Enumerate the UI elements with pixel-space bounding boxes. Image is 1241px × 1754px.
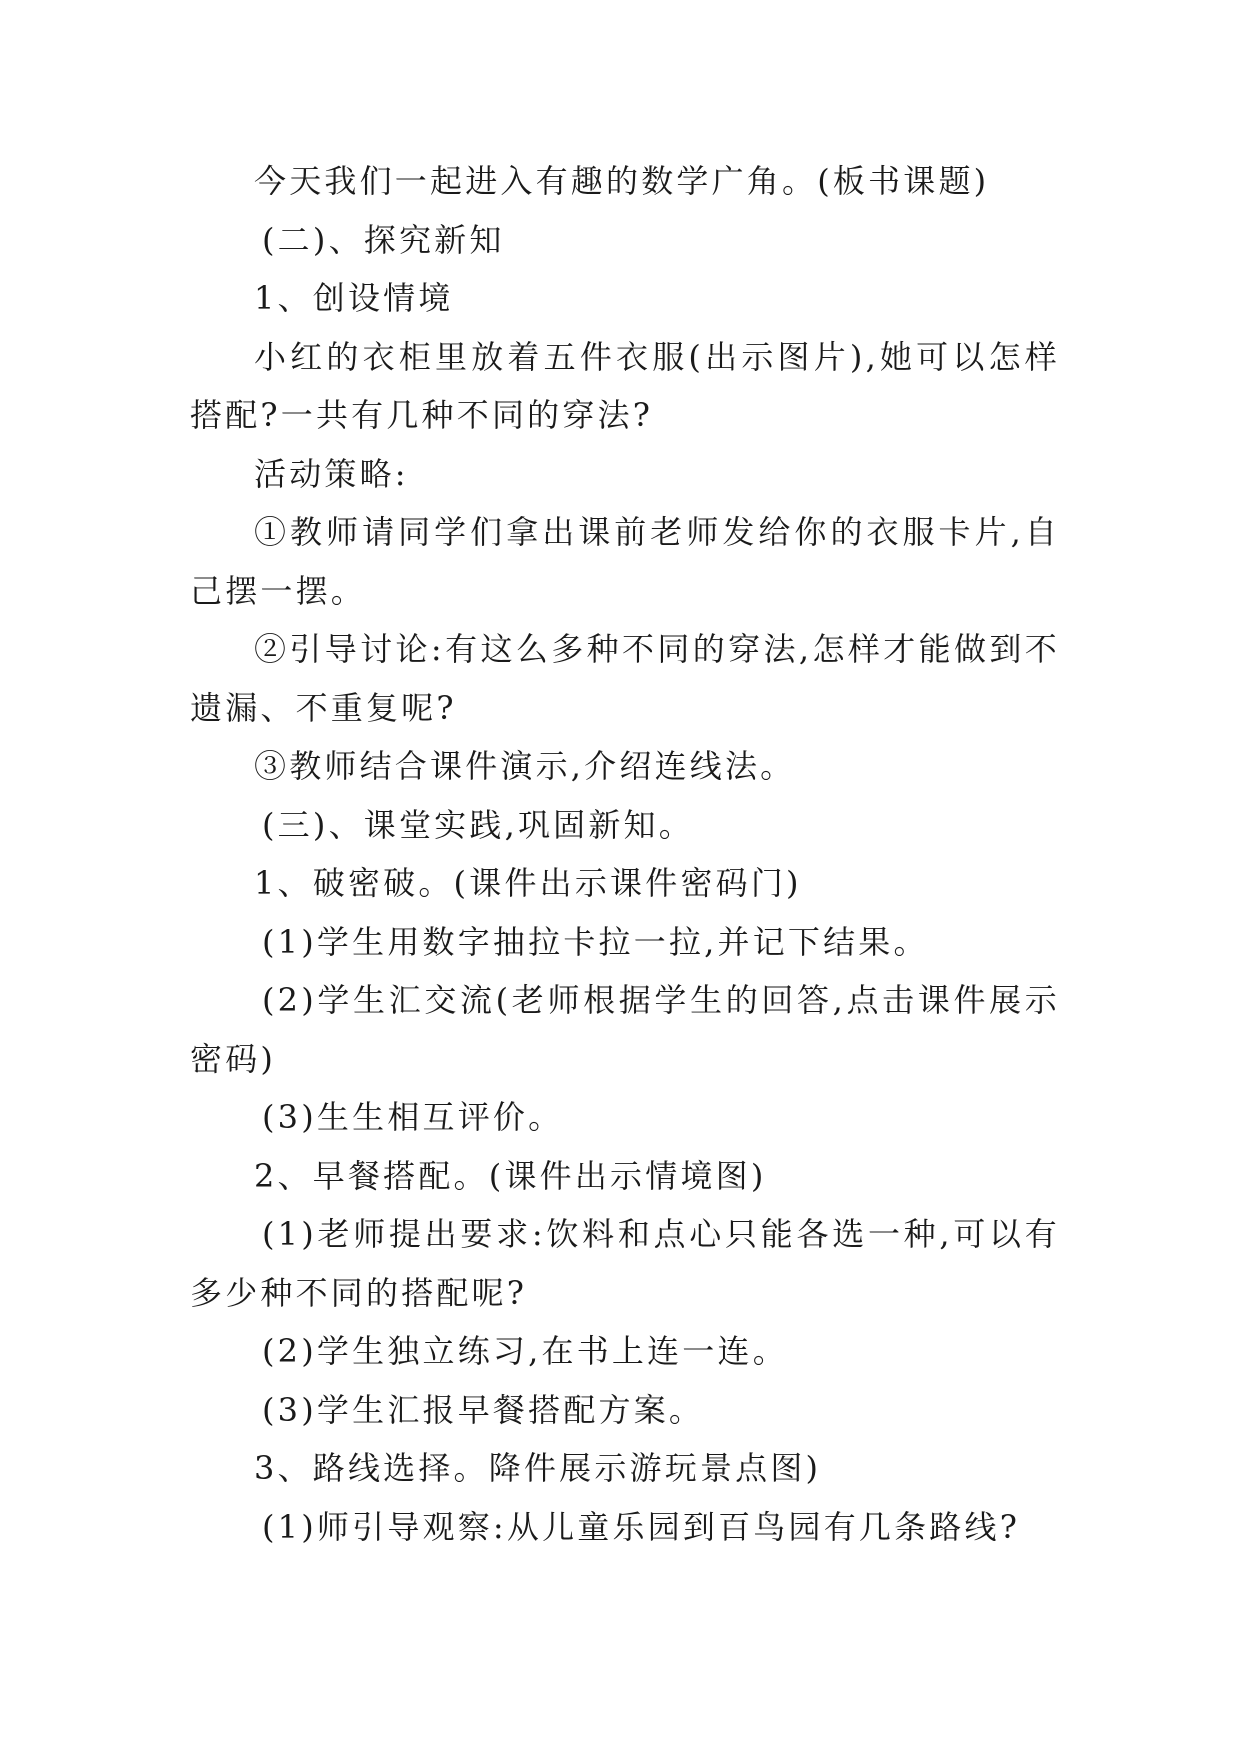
route-item-1: (1)师引导观察:从儿童乐园到百鸟园有几条路线? xyxy=(262,1507,1021,1546)
paragraph-strategy-label: 活动策略: xyxy=(254,454,409,493)
document-body xyxy=(190,152,1060,1556)
paragraph-intro: 今天我们一起进入有趣的数学广角。(板书课题) xyxy=(254,162,990,200)
breakfast-item-3: (3)学生汇报早餐搭配方案。 xyxy=(262,1390,705,1429)
strategy-item-1: ①教师请同学们拿出课前老师发给你的衣服卡片,自己摆一摆。 xyxy=(190,513,1060,610)
breakfast-item-2: (2)学生独立练习,在书上连一连。 xyxy=(262,1332,788,1370)
section-heading-explore: (二)、探究新知 xyxy=(262,220,505,259)
strategy-item-3: ③教师结合课件演示,介绍连线法。 xyxy=(254,747,796,785)
step-heading-scenario: 1、创设情境 xyxy=(254,279,454,317)
breakfast-item-1: (1)老师提出要求:饮料和点心只能各选一种,可以有多少种不同的搭配呢? xyxy=(190,1215,1060,1312)
strategy-item-2: ②引导讨论:有这么多种不同的穿法,怎样才能做到不遗漏、不重复呢? xyxy=(190,630,1060,727)
paragraph-scenario: 小红的衣柜里放着五件衣服(出示图片),她可以怎样搭配?一共有几种不同的穿法? xyxy=(190,337,1060,434)
step-heading-password: 1、破密破。(课件出示课件密码门) xyxy=(254,864,802,902)
step-heading-route: 3、路线选择。降件展示游玩景点图) xyxy=(254,1449,822,1487)
password-item-1: (1)学生用数字抽拉卡拉一拉,并记下结果。 xyxy=(262,922,929,961)
section-heading-practice: (三)、课堂实践,巩固新知。 xyxy=(262,805,694,844)
password-item-2: (2)学生汇交流(老师根据学生的回答,点击课件展示密码) xyxy=(190,981,1060,1078)
step-heading-breakfast: 2、早餐搭配。(课件出示情境图) xyxy=(254,1156,767,1195)
password-item-3: (3)生生相互评价。 xyxy=(262,1098,564,1136)
